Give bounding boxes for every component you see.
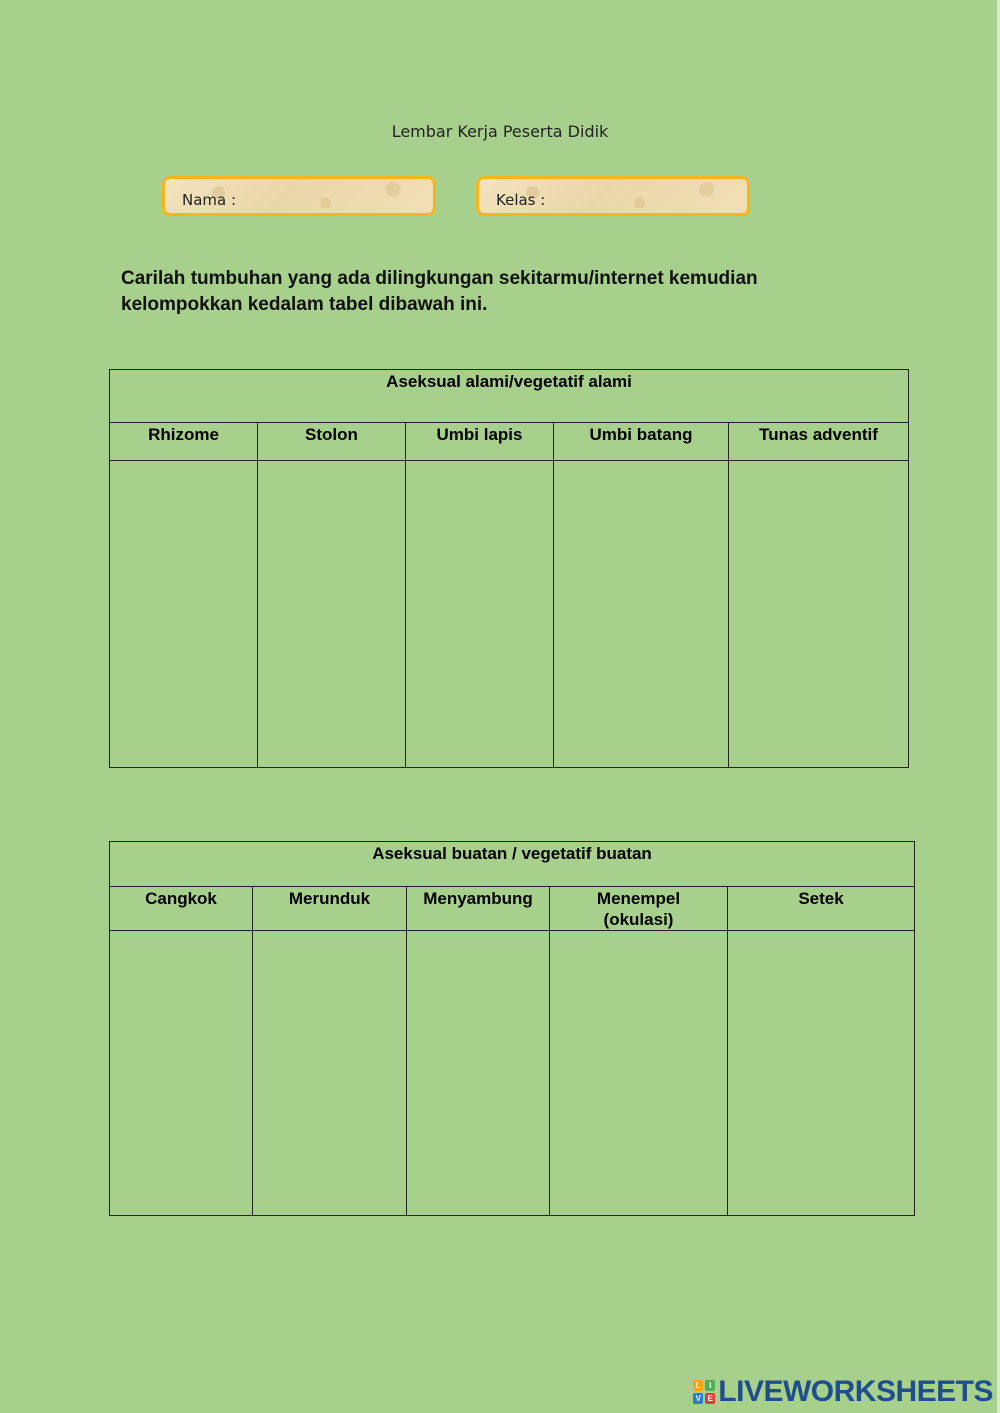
instruction-text: Carilah tumbuhan yang ada dilingkungan sekitarmu/internet kemudian kelompokkan kedalam tabel dibawah ini. [121,268,758,315]
answer-cell-rhizome[interactable] [110,461,258,768]
answer-cell-setek[interactable] [728,931,915,1216]
liveworksheets-brand[interactable] [693,1375,993,1409]
answer-cell-stolon[interactable] [258,461,406,768]
answer-cell-menempel[interactable] [550,931,728,1216]
nama-field[interactable] [162,176,436,216]
column-header-umbi-lapis: Umbi lapis [406,423,554,461]
nama-label: Nama : [182,191,237,209]
answer-cell-merunduk[interactable] [253,931,407,1216]
table-vegetative-artificial [109,841,915,1216]
table-title: Aseksual alami/vegetatif alami [110,370,909,423]
brand-name: LIVEWORKSHEETS [718,1375,993,1408]
column-header-umbi-batang: Umbi batang [554,423,729,461]
column-header-setek: Setek [728,887,915,931]
column-header-rhizome: Rhizome [110,423,258,461]
column-header-menyambung: Menyambung [407,887,550,931]
kelas-field[interactable] [476,176,750,216]
kelas-label: Kelas : [496,191,546,209]
column-header-tunas-adventif: Tunas adventif [729,423,909,461]
answer-cell-tunas-adventif[interactable] [729,461,909,768]
column-header-stolon: Stolon [258,423,406,461]
table-title: Aseksual buatan / vegetatif buatan [110,842,915,887]
answer-cell-cangkok[interactable] [110,931,253,1216]
column-header-menempel: Menempel (okulasi) [550,887,728,931]
answer-cell-menyambung[interactable] [407,931,550,1216]
answer-cell-umbi-lapis[interactable] [406,461,554,768]
column-header-cangkok: Cangkok [110,887,253,931]
liveworksheets-logo-icon: L I V E [693,1380,715,1404]
column-header-merunduk: Merunduk [253,887,407,931]
page-title: Lembar Kerja Peserta Didik [391,122,609,141]
answer-cell-umbi-batang[interactable] [554,461,729,768]
table-vegetative-natural [109,369,909,768]
